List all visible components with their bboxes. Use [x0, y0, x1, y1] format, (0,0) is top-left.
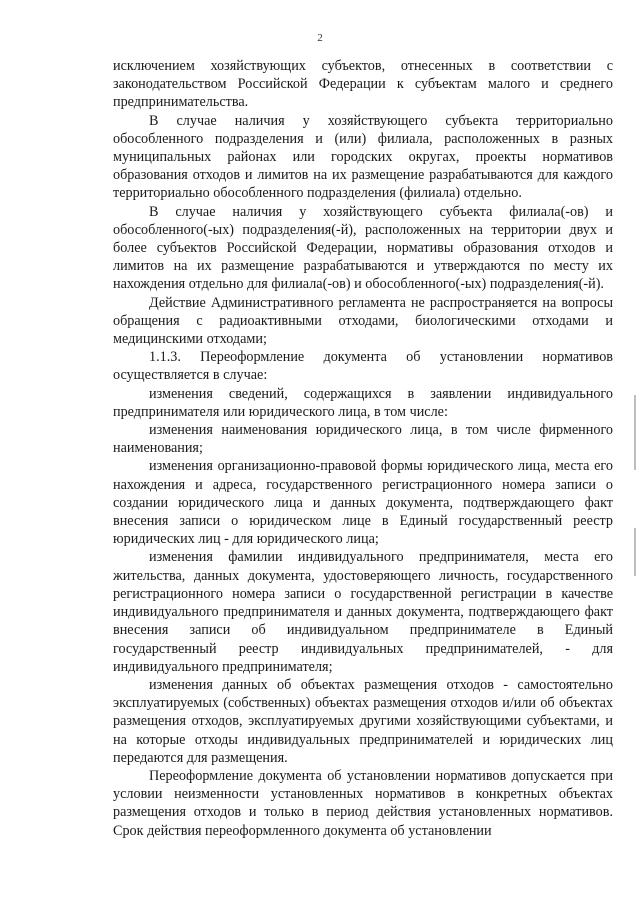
page-number: 2 [317, 32, 323, 44]
paragraph: исключением хозяйствующих субъектов, отнесенных в соответствии с законодательством Российской Федерации к субъектам малого и среднего предпринимательства. [113, 58, 613, 111]
paragraph: изменения организационно-правовой формы юридического лица, места его нахождения и адреса, государственного регистрационного номера записи о создании юридического лица и данных документа, подтверждающего факт внесения записи о юридическом лице в Единый государственный реестр юридических лиц - для юридического лица; [113, 458, 613, 548]
scan-edge-mark [634, 395, 636, 470]
paragraph: 1.1.3. Переоформление документа об установлении нормативов осуществляется в случае: [113, 349, 613, 384]
paragraph: изменения данных об объектах размещения отходов - самостоятельно эксплуатируемых (собственных) объектах размещения отходов и/или об объектах размещения отходов, эксплуатируемых другими хозяйствующими субъектами, и на которые отходы индивидуальных предпринимателей и юридических лиц передаются для размещения. [113, 676, 613, 766]
paragraph: изменения фамилии индивидуального предпринимателя, места его жительства, данных документа, удостоверяющего личность, государственного регистрационного номера записи о государственной регистрации в качестве индивидуального предпринимателя и данных документа, подтверждающего факт внесения записи об индивидуальном предпринимателе в Единый государственный реестр индивидуальных предпринимателей, - для индивидуального предпринимателя; [113, 549, 613, 675]
paragraph: Переоформление документа об установлении нормативов допускается при условии неизменности установленных нормативов в конкретных объектах размещения отходов и только в период действия установленных нормативов. Срок действия переоформленного документа об установлении [113, 767, 613, 839]
paragraph: В случае наличия у хозяйствующего субъекта филиала(-ов) и обособленного(-ых) подразделения(-й), расположенных на территории двух и более субъектов Российской Федерации, нормативы образования отходов и лимитов на их размещение разрабатываются и утверждаются по месту их нахождения отдельно для филиала(-ов) и обособленного(-ых) подразделения(-й). [113, 203, 613, 293]
paragraph: изменения сведений, содержащихся в заявлении индивидуального предпринимателя или юридического лица, в том числе: [113, 385, 613, 420]
paragraph: Действие Административного регламента не распространяется на вопросы обращения с радиоактивными отходами, биологическими отходами и медицинскими отходами; [113, 294, 613, 348]
paragraph: В случае наличия у хозяйствующего субъекта территориально обособленного подразделения и (или) филиала, расположенных в разных муниципальных районах или городских округах, проекты нормативов образования отходов и лимитов на их размещение разрабатываются для каждого территориально обособленного подразделения (филиала) отдельно. [113, 112, 613, 202]
paragraph: изменения наименования юридического лица, в том числе фирменного наименования; [113, 422, 613, 457]
document-body [113, 57, 613, 840]
scan-edge-mark [634, 528, 636, 576]
